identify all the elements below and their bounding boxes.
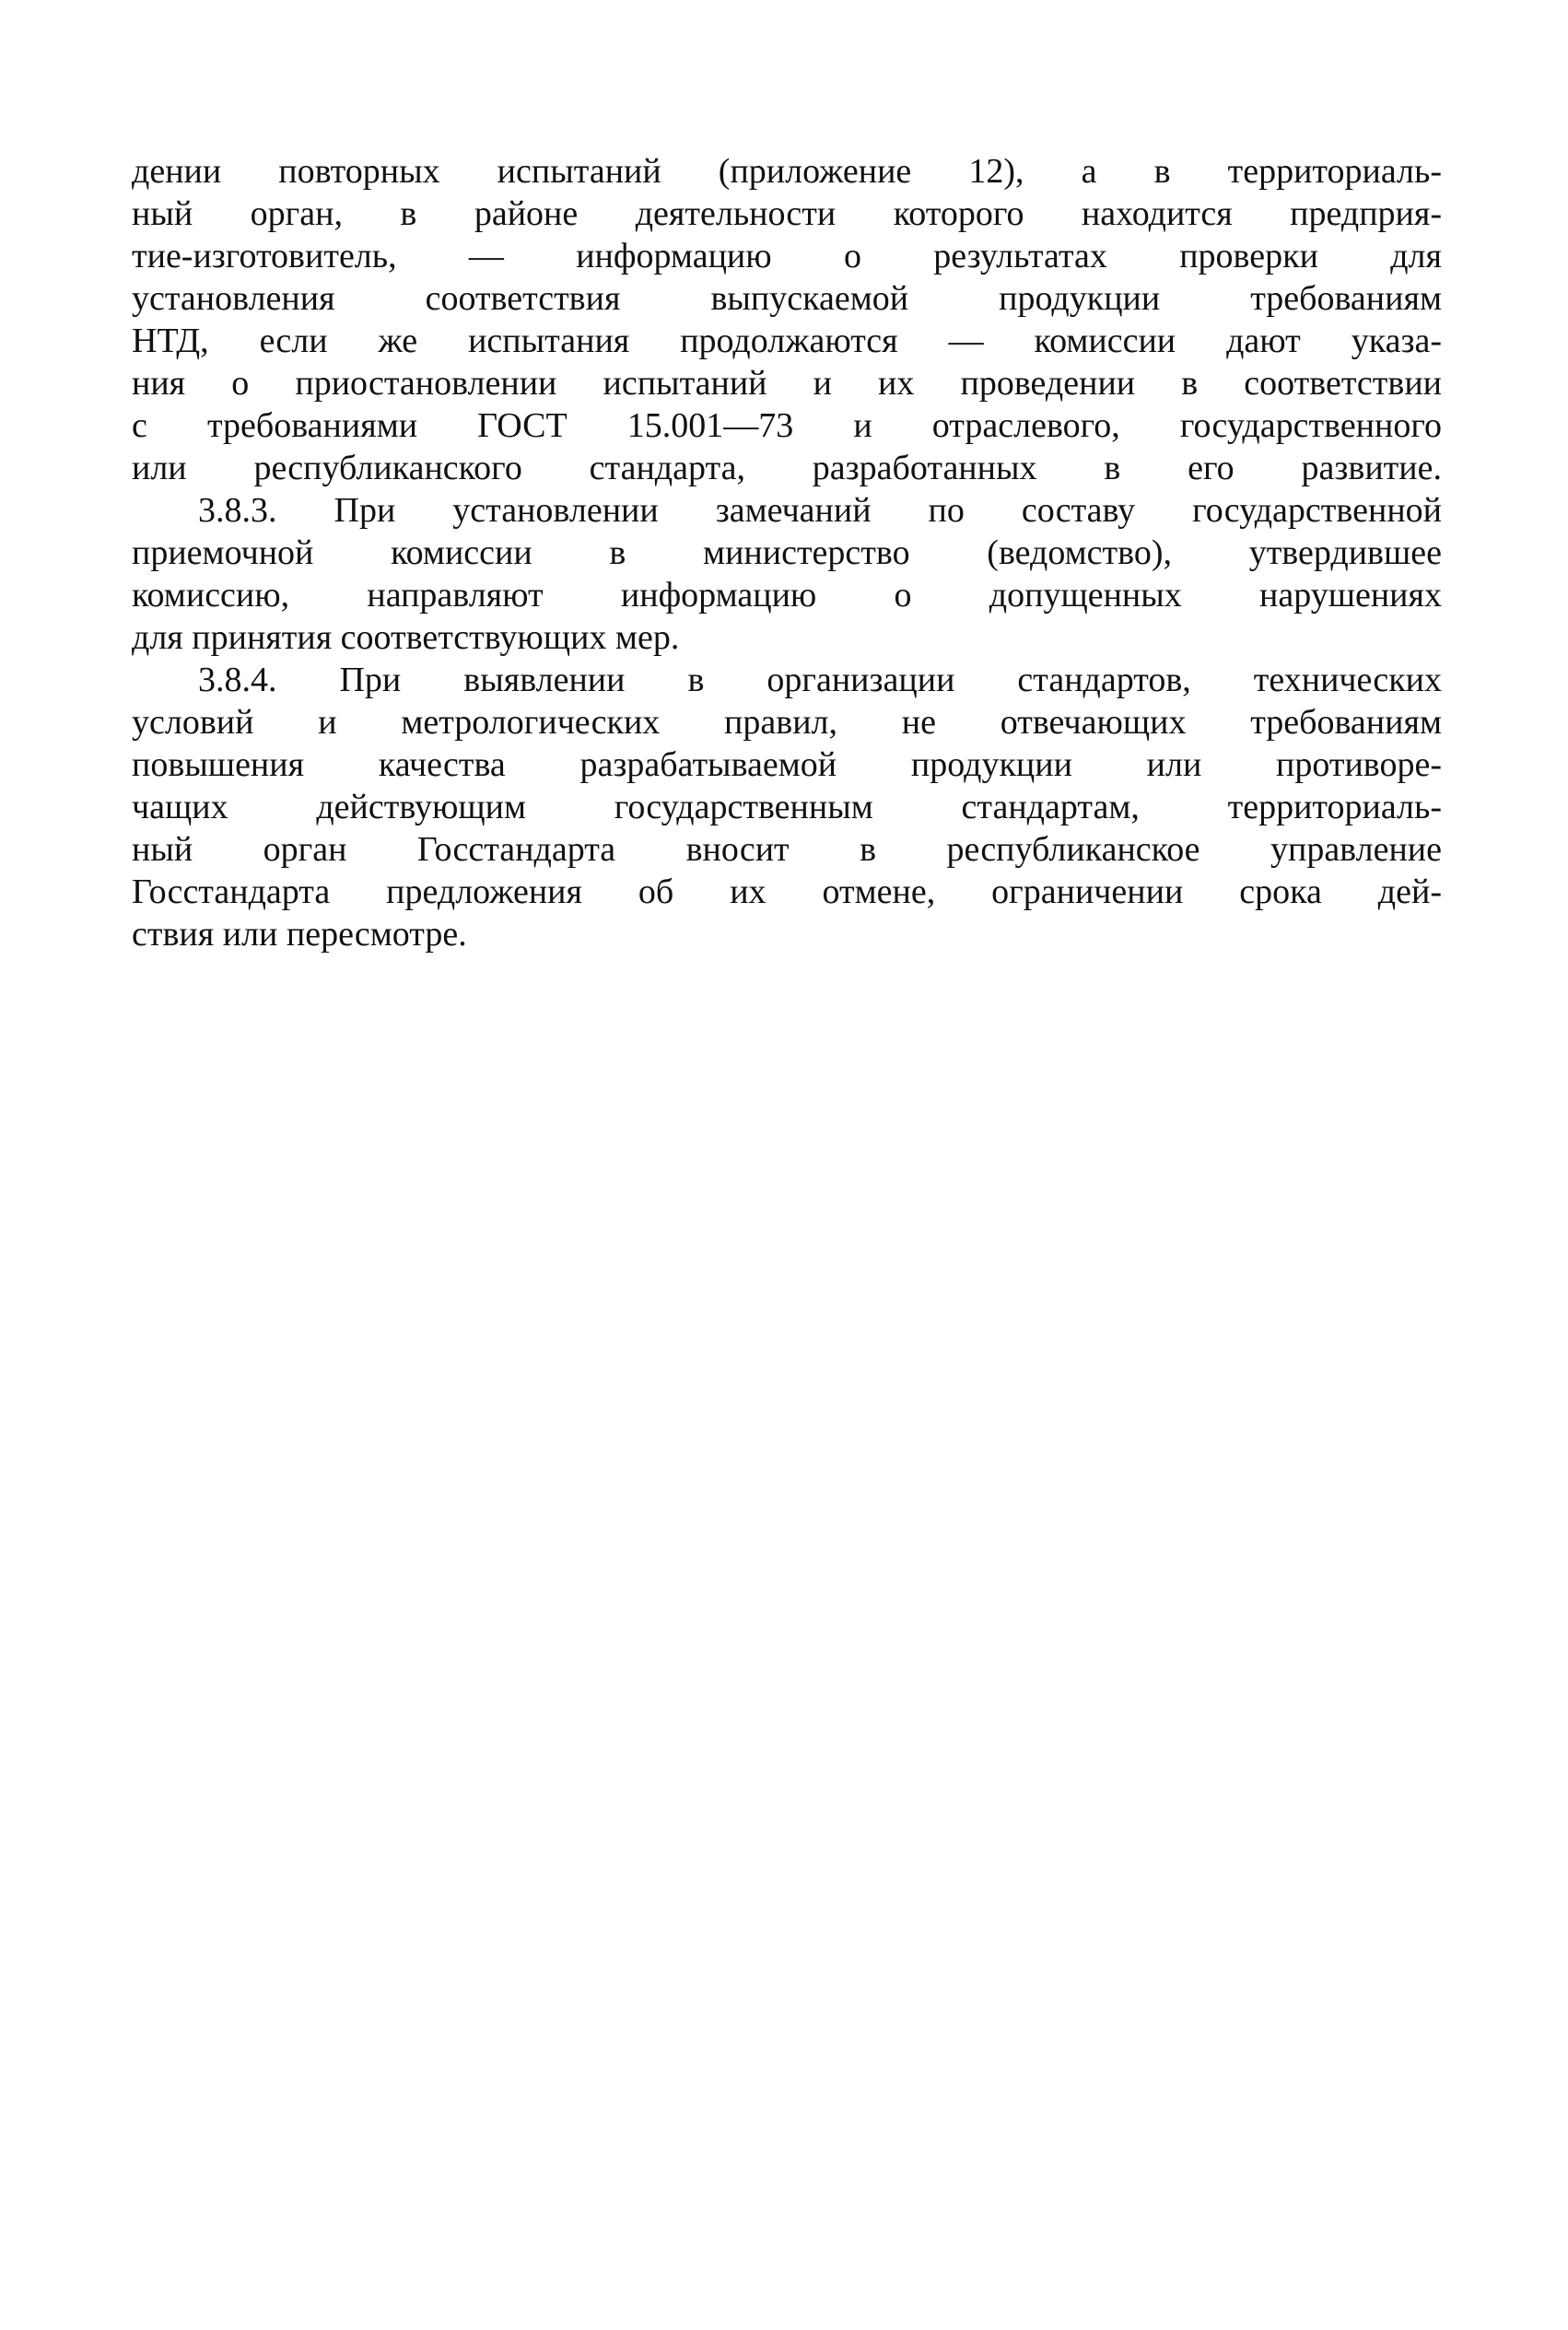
text-line: с требованиями ГОСТ 15.001—73 и отраслевого, государственного xyxy=(132,406,1442,445)
text-line: 3.8.3. При установлении замечаний по составу государственной xyxy=(198,491,1442,530)
text-line: 3.8.4. При выявлении в организации стандартов, технических xyxy=(198,661,1442,699)
text-line: условий и метрологических правил, не отвечающих требованиям xyxy=(132,703,1442,742)
document-body xyxy=(132,150,1442,955)
text-line: ния о приостановлении испытаний и их проведении в соответствии xyxy=(132,364,1442,403)
text-line: ный орган, в районе деятельности которого находится предприя- xyxy=(132,194,1442,233)
text-line: чащих действующим государственным стандартам, территориаль- xyxy=(132,788,1442,826)
text-line: повышения качества разрабатываемой продукции или противоре- xyxy=(132,745,1442,784)
paragraph-3-8-3 xyxy=(132,489,1442,659)
text-line: комиссию, направляют информацию о допущенных нарушениях xyxy=(132,576,1442,615)
text-line: Госстандарта предложения об их отмене, ограничении срока дей- xyxy=(132,872,1442,911)
text-line: дении повторных испытаний (приложение 12), а в территориаль- xyxy=(132,152,1442,191)
paragraph-continuation xyxy=(132,150,1442,489)
text-line: ствия или пересмотре. xyxy=(132,915,467,954)
paragraph-3-8-4 xyxy=(132,659,1442,955)
text-line: ный орган Госстандарта вносит в республиканское управление xyxy=(132,830,1442,869)
text-line: приемочной комиссии в министерство (ведомство), утвердившее xyxy=(132,533,1442,572)
text-line: НТД, если же испытания продолжаются — комиссии дают указа- xyxy=(132,322,1442,360)
text-line: для принятия соответствующих мер. xyxy=(132,618,680,657)
text-line: или республиканского стандарта, разработанных в его развитие. xyxy=(132,449,1442,487)
text-line: тие-изготовитель, — информацию о результатах проверки для xyxy=(132,237,1442,275)
text-line: установления соответствия выпускаемой продукции требованиям xyxy=(132,279,1442,318)
